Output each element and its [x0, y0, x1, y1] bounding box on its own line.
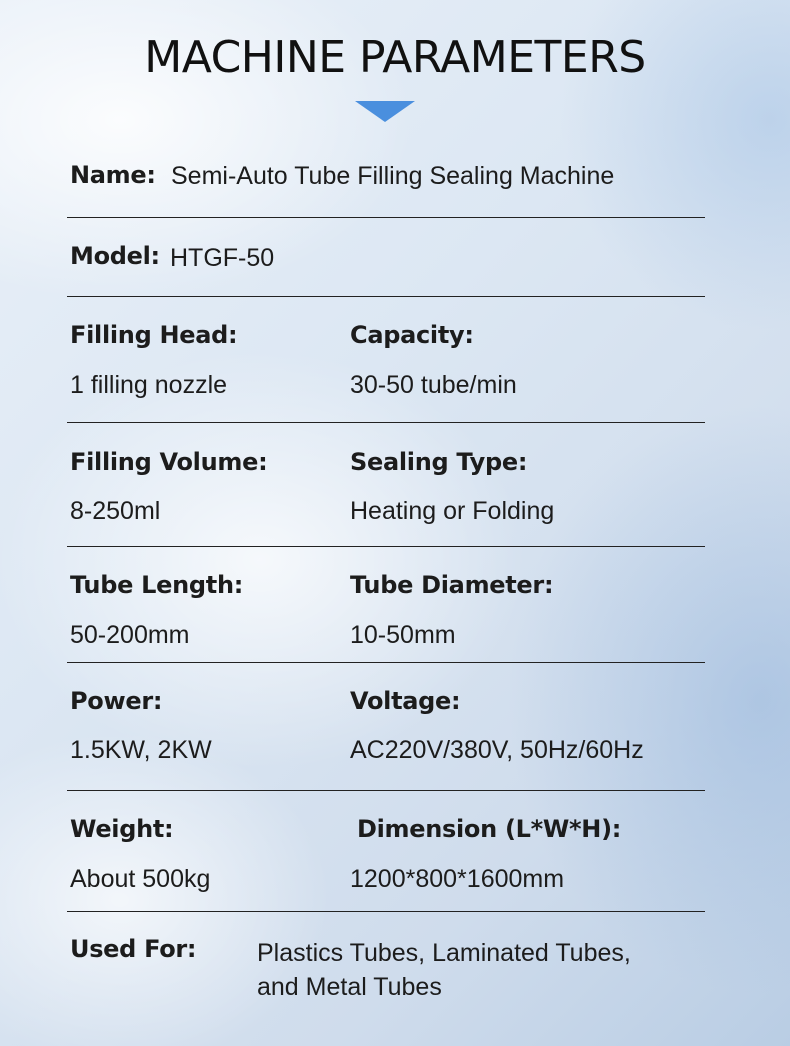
voltage-value: AC220V/380V, 50Hz/60Hz	[350, 736, 644, 764]
filling-volume-value: 8-250ml	[70, 497, 161, 525]
voltage-label: Voltage:	[350, 687, 461, 715]
tube-length-value: 50-200mm	[70, 621, 190, 649]
capacity-label: Capacity:	[350, 321, 474, 349]
filling-volume-label: Filling Volume:	[70, 448, 268, 476]
tube-length-label: Tube Length:	[70, 571, 244, 599]
used-for-value-line1: Plastics Tubes, Laminated Tubes,	[257, 939, 631, 967]
divider	[67, 911, 705, 912]
tube-diameter-value: 10-50mm	[350, 621, 456, 649]
divider	[67, 217, 705, 218]
name-label: Name:	[70, 161, 156, 189]
weight-label: Weight:	[70, 815, 174, 843]
filling-head-label: Filling Head:	[70, 321, 238, 349]
used-for-value-line2: and Metal Tubes	[257, 973, 442, 1001]
capacity-value: 30-50 tube/min	[350, 371, 517, 399]
used-for-value	[257, 936, 631, 1004]
power-label: Power:	[70, 687, 163, 715]
divider	[67, 296, 705, 297]
dimension-value: 1200*800*1600mm	[350, 865, 565, 893]
divider	[67, 790, 705, 791]
divider	[67, 662, 705, 663]
sealing-type-label: Sealing Type:	[350, 448, 528, 476]
weight-value: About 500kg	[70, 865, 211, 893]
used-for-label: Used For:	[70, 935, 197, 963]
tube-diameter-label: Tube Diameter:	[350, 571, 554, 599]
triangle-down-icon	[355, 101, 415, 122]
dimension-label: Dimension (L*W*H):	[357, 815, 622, 843]
divider	[67, 422, 705, 423]
name-value: Semi-Auto Tube Filling Sealing Machine	[171, 162, 615, 190]
model-label: Model:	[70, 242, 160, 270]
sealing-type-value: Heating or Folding	[350, 497, 555, 525]
divider	[67, 546, 705, 547]
page-title: MACHINE PARAMETERS	[144, 32, 646, 83]
power-value: 1.5KW, 2KW	[70, 736, 212, 764]
model-value: HTGF-50	[170, 244, 275, 272]
filling-head-value: 1 filling nozzle	[70, 371, 228, 399]
